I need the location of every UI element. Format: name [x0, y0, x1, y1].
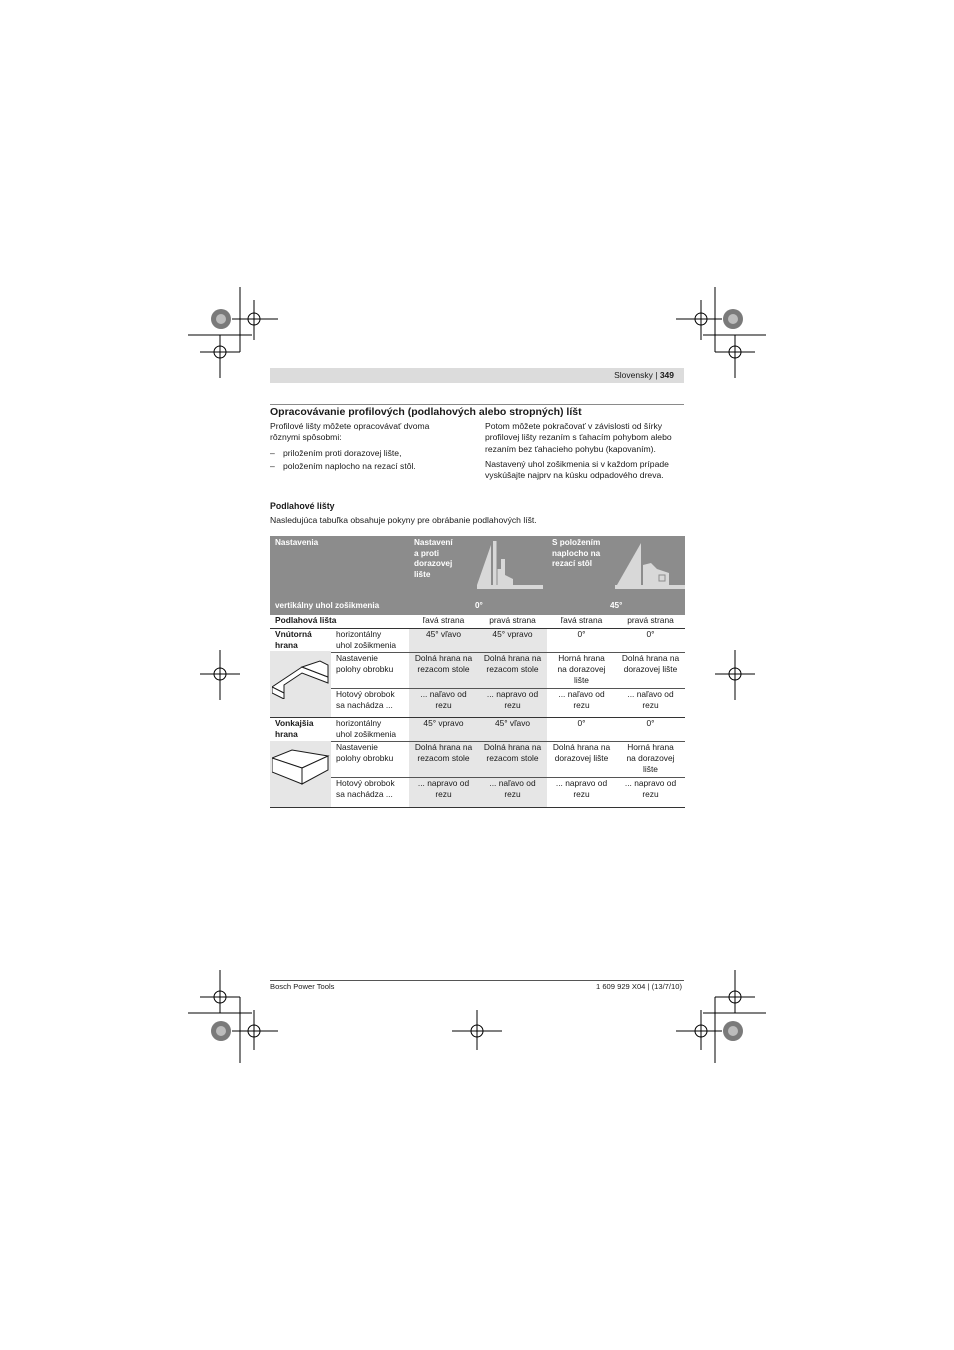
footer-rule [270, 980, 684, 981]
table-cell: Horná hrana na dorazovej lište [626, 742, 675, 775]
subsection-intro: Nasledujúca tabuľka obsahuje pokyny pre obrábanie podlahových líšt. [270, 515, 537, 525]
subheader-left: ľavá strana [422, 615, 465, 625]
table-cell: 0° [646, 629, 655, 639]
outer-r1-label: horizontálny uhol zošikmenia [336, 718, 397, 740]
table-cell: Horná hrana na dorazovej lište [557, 653, 606, 686]
table-cell: 45° vpravo [492, 629, 533, 639]
table-cell: 0° [577, 629, 586, 639]
table-cell: Dolná hrana na dorazovej lište [621, 653, 680, 675]
right-paragraph-2: Nastavený uhol zošikmenia si v každom prípade vyskúšajte najprv na kúsku odpadového dreva. [485, 458, 669, 481]
table-cell: Dolná hrana na rezacom stole [483, 653, 542, 675]
inner-r3-label: Hotový obrobok sa nachádza ... [336, 689, 395, 711]
bullet-text: položením naplocho na rezací stôl. [283, 460, 416, 471]
flat-position-icon [615, 539, 685, 589]
header-angle-fence: 0° [475, 601, 483, 610]
page-number: 349 [659, 370, 674, 380]
outer-edge-label: Vonkajšia hrana [275, 718, 314, 740]
header-vertical-angle: vertikálny uhol zošikmenia [275, 601, 380, 610]
list-item [270, 448, 460, 459]
table-cell: 45° vľavo [494, 718, 531, 728]
outer-r2-label: Nastavenie polohy obrobku [336, 742, 394, 764]
left-column [270, 421, 460, 474]
subheader-right: pravá strana [627, 615, 674, 625]
divider [270, 807, 685, 808]
footer-left: Bosch Power Tools [270, 982, 335, 991]
inner-r2-label: Nastavenie polohy obrobku [336, 653, 394, 675]
table-header [270, 536, 685, 615]
inner-corner-molding-icon [272, 653, 330, 699]
fence-position-icon [475, 539, 543, 589]
page-header [270, 368, 684, 383]
page-header-text [614, 370, 674, 380]
table-cell: Dolná hrana na rezacom stole [483, 742, 542, 764]
table-cell: 0° [577, 718, 586, 728]
table-cell: ... naľavo od rezu [420, 689, 467, 711]
outer-r3-label: Hotový obrobok sa nachádza ... [336, 778, 395, 800]
header-separator: | [655, 370, 658, 380]
dash-icon: – [270, 460, 275, 471]
table-cell: ... napravo od rezu [624, 778, 677, 800]
inner-edge-label: Vnútorná hrana [275, 629, 312, 651]
header-flat-setup: S položením naplocho na rezací stôl [552, 538, 601, 569]
table-cell: ... naľavo od rezu [627, 689, 674, 711]
table-cell: Dolná hrana na rezacom stole [414, 742, 473, 764]
footer-right: 1 609 929 X04 | (13/7/10) [596, 982, 682, 991]
section-title: Opracovávanie profilových (podlahových alebo stropných) líšt [270, 406, 582, 418]
header-language: Slovensky [614, 370, 653, 380]
table-cell: 45° vľavo [425, 629, 462, 639]
table-cell: ... napravo od rezu [417, 778, 470, 800]
right-paragraph-1: Potom môžete pokračovať v závislosti od šírky profilovej lišty rezaním s ťahacím pohybom alebo rezaním bez ťahacieho pohybu (kapovaním). [485, 421, 672, 454]
subsection-title: Podlahové lišty [270, 501, 335, 511]
section-rule [270, 404, 684, 405]
table-cell: Dolná hrana na dorazovej lište [552, 742, 611, 764]
subheader-right: pravá strana [489, 615, 536, 625]
dash-icon: – [270, 447, 275, 458]
table-cell: 45° vpravo [423, 718, 464, 728]
outer-corner-molding-icon [272, 746, 330, 792]
bullet-text: priložením proti dorazovej lište, [283, 447, 402, 458]
table-cell: ... napravo od rezu [555, 778, 608, 800]
left-intro: Profilové lišty môžete opracovávať dvoma rôznymi spôsobmi: [270, 421, 430, 443]
table-subheader [270, 615, 685, 628]
table-cell: Dolná hrana na rezacom stole [414, 653, 473, 675]
table-cell: 0° [646, 718, 655, 728]
subheader-label: Podlahová lišta [275, 615, 337, 625]
right-column [485, 421, 685, 485]
header-settings: Nastavenia [275, 538, 319, 547]
list-item [270, 461, 460, 472]
table-cell: ... naľavo od rezu [558, 689, 605, 711]
header-angle-flat: 45° [610, 601, 623, 610]
inner-r1-label: horizontálny uhol zošikmenia [336, 629, 397, 651]
subheader-left: ľavá strana [560, 615, 603, 625]
table-cell: ... napravo od rezu [486, 689, 539, 711]
table-cell: ... naľavo od rezu [489, 778, 536, 800]
header-fence-setup: Nastavení a proti dorazovej lište [414, 538, 453, 579]
